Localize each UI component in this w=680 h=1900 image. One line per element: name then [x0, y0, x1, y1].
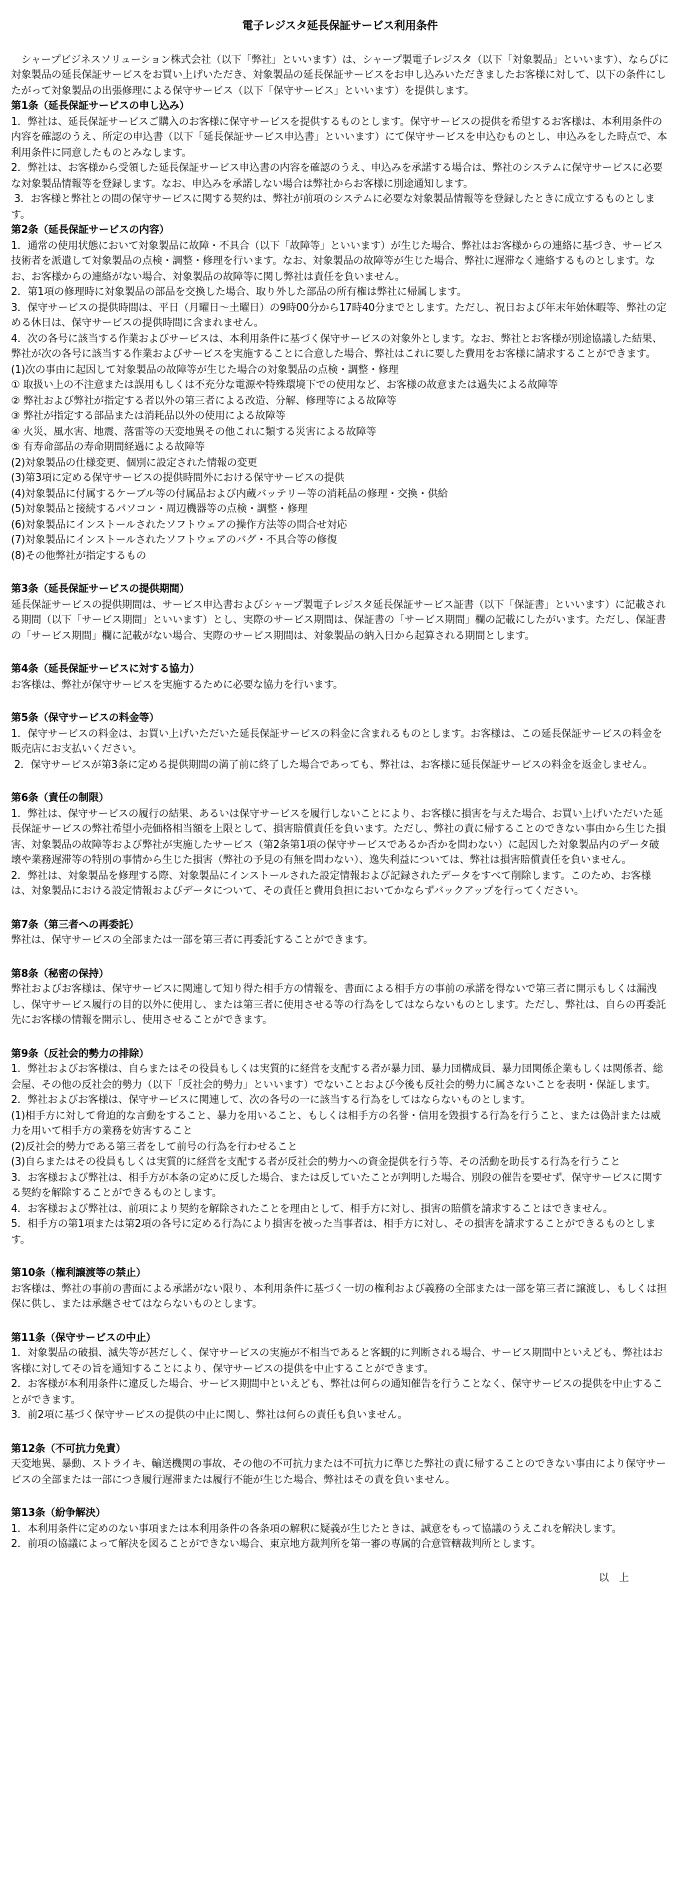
article-heading: 第10条（権利譲渡等の禁止） [11, 1268, 147, 1280]
article-heading: 第6条（責任の制限） [11, 793, 109, 805]
article-paragraph: (8)その他弊社が指定するもの [11, 550, 147, 562]
article-paragraph: ④ 火災、風水害、地震、落雷等の天変地異その他これに類する災害による故障等 [11, 426, 377, 438]
article-paragraph: 1．本利用条件に定めのない事項または本利用条件の各条項の解釈に疑義が生じたときは、誠意をもって協議のうえこれを解決します。 [11, 1523, 622, 1535]
article-paragraph: ① 取扱い上の不注意または誤用もしくは不充分な電源や特殊環境下での使用など、お客様の故意または過失による故障等 [11, 380, 558, 392]
closing-mark: 以 上 [598, 1572, 629, 1584]
article-paragraph: 2．第1項の修理時に対象製品の部品を交換した場合、取り外した部品の所有権は弊社に帰属します。 [11, 287, 467, 299]
article-heading: 第4条（延長保証サービスに対する協力） [11, 664, 200, 676]
article-3 [11, 582, 669, 644]
article-paragraph: ② 弊社および弊社が指定する者以外の第三者による改造、分解、修理等による故障等 [11, 395, 397, 407]
article-paragraph: 4．お客様および弊社は、前項により契約を解除されたことを理由として、相手方に対し、損害の賠償を請求することはできません。 [11, 1203, 613, 1215]
article-heading: 第3条（延長保証サービスの提供期間） [11, 584, 190, 596]
article-paragraph: 2．弊社およびお客様は、保守サービスに関連して、次の各号の一に該当する行為をしてはならないものとします。 [11, 1095, 531, 1107]
article-5 [11, 711, 669, 773]
article-paragraph: お客様は、弊社が保守サービスを実施するために必要な協力を行います。 [11, 679, 344, 691]
article-paragraph: 1．保守サービスの料金は、お買い上げいただいた延長保証サービスの料金に含まれるものとします。お客様は、この延長保証サービスの料金を販売店にお支払いください。 [11, 728, 663, 756]
article-paragraph: (1)相手方に対して脅迫的な言動をすること、暴力を用いること、もしくは相手方の名誉・信用を毀損する行為を行うこと、または偽計または威力を用いて相手方の業務を妨害すること [11, 1110, 661, 1138]
intro-paragraph: シャープビジネスソリューション株式会社（以下「弊社」といいます）は、シャープ製電子レジスタ（以下「対象製品」といいます）、ならびに対象製品の延長保証サービスをお買い上げいただき、対象製品の延長保証サービスをお申し込みいただきましたお客様に対して、以下の条件にしたがって対象製品の出張修理による保守サービス（以下「保守サービス」といいます）を提供します。 [11, 54, 669, 97]
article-paragraph: 4．次の各号に該当する作業およびサービスは、本利用条件に基づく保守サービスの対象外とします。なお、弊社とお客様が別途協議した結果、弊社が次の各号に該当する作業およびサービスを実施することに合意した場合、弊社はこれに要した費用をお客様に請求することができます。 [11, 333, 663, 361]
article-paragraph: (2)対象製品の仕様変更、個別に設定された情報の変更 [11, 457, 258, 469]
article-7 [11, 918, 669, 949]
document-title: 電子レジスタ延長保証サービス利用条件 [242, 19, 438, 32]
article-paragraph: 3．前2項に基づく保守サービスの提供の中止に関し、弊社は何らの責任も負いません。 [11, 1410, 408, 1422]
article-10 [11, 1266, 669, 1313]
article-paragraph: 2．弊社は、対象製品を修理する際、対象製品にインストールされた設定情報および記録されたデータをすべて削除します。このため、お客様は、対象製品における設定情報およびデータについて、その責任と費用負担においてかならずバックアップを行ってください。 [11, 870, 651, 898]
article-paragraph: 1．対象製品の破損、滅失等が甚だしく、保守サービスの実施が不相当であると客観的に判断される場合、サービス期間中といえども、弊社はお客様に対してその旨を通知することにより、保守サービスの提供を中止することができます。 [11, 1348, 663, 1375]
article-paragraph: (6)対象製品にインストールされたソフトウェアの操作方法等の問合せ対応 [11, 519, 348, 531]
article-paragraph: 1．弊社は、保守サービスの履行の結果、あるいは保守サービスを履行しないことにより、お客様に損害を与えた場合、お買い上げいただいた延長保証サービスの弊社希望小売価格相当額を上限として、損害賠償責任を負います。ただし、弊社の責に帰することのできない事由から生じた損害、対象製品の故障等および弊社が実施したサービス（第2条第1項の保守サービスであるか否かを問わない）に起因した対象製品内のデータ破壊や業務遅滞等の特別の事情から生じた損害（弊社の予見の有無を問わない）、逸失利益については、弊社は損害賠償責任を負いません。 [11, 808, 666, 867]
article-heading: 第13条（紛争解決） [11, 1508, 106, 1520]
article-paragraph: 3．お客様と弊社との間の保守サービスに関する契約は、弊社が前項のシステムに必要な対象製品情報等を登録したときに成立するものとします。 [11, 194, 656, 221]
article-paragraph: 延長保証サービスの提供期間は、サービス申込書およびシャープ製電子レジスタ延長保証サービス証書（以下「保証書」といいます）に記載される期間（以下「サービス期間」といいます）とし、実際のサービス期間は、保証書の「サービス期間」欄の記載にしたがいます。ただし、保証書の「サービス期間」欄に記載がない場合、実際のサービス期間は、対象製品の納入日から起算される期間とします。 [11, 599, 666, 642]
article-paragraph: 5．相手方の第1項または第2項の各号に定める行為により損害を被った当事者は、相手方に対し、その損害を請求することができるものとします。 [11, 1219, 656, 1246]
article-9 [11, 1047, 669, 1249]
article-heading: 第2条（延長保証サービスの内容） [11, 225, 170, 237]
article-heading: 第1条（延長保証サービスの申し込み） [11, 101, 190, 113]
article-paragraph: 1．通常の使用状態において対象製品に故障・不具合（以下「故障等」といいます）が生じた場合、弊社はお客様からの連絡に基づき、サービス技術者を派遣して対象製品の点検・調整・修理を行います。なお、対象製品の故障等が生じた場合、弊社に遅滞なく連絡するものとします。なお、お客様からの連絡がない場合、対象製品の故障等に関し弊社は責任を負いません。 [11, 240, 663, 283]
article-paragraph: (2)反社会的勢力である第三者をして前号の行為を行わせること [11, 1141, 298, 1153]
article-paragraph: 弊社およびお客様は、保守サービスに関連して知り得た相手方の情報を、書面による相手方の事前の承諾を得ないで第三者に開示もしくは漏洩し、保守サービス履行の目的以外に使用し、または第三者に使用させる等の行為をしてはならないものとします。ただし、弊社は、自らの再委託先にお客様の情報を開示し、使用させることができます。 [11, 984, 666, 1027]
article-paragraph: (4)対象製品に付属するケーブル等の付属品および内蔵バッテリー等の消耗品の修理・交換・供給 [11, 488, 448, 500]
article-paragraph: 2．前項の協議によって解決を図ることができない場合、東京地方裁判所を第一審の専属的合意管轄裁判所とします。 [11, 1539, 542, 1551]
article-2 [11, 223, 669, 564]
article-heading: 第5条（保守サービスの料金等） [11, 713, 160, 725]
article-paragraph: (1)次の事由に起因して対象製品の故障等が生じた場合の対象製品の点検・調整・修理 [11, 364, 399, 376]
article-paragraph: (3)自らまたはその役員もしくは実質的に経営を支配する者が反社会的勢力への資金提供を行う等、その活動を助長する行為を行うこと [11, 1157, 621, 1169]
article-paragraph: 1．弊社およびお客様は、自らまたはその役員もしくは実質的に経営を支配する者が暴力団、暴力団構成員、暴力団関係企業もしくは関係者、総会屋、その他の反社会的勢力（以下「反社会的勢力」といいます）でないことおよび今後も反社会的勢力に属さないことを表明・保証します。 [11, 1064, 663, 1091]
article-paragraph: 3．保守サービスの提供時間は、平日（月曜日～土曜日）の9時00分から17時40分までとします。ただし、祝日および年末年始休暇等、弊社の定める休日は、保守サービスの提供時間に含まれません。 [11, 302, 667, 330]
article-paragraph: 2．お客様が本利用条件に違反した場合、サービス期間中といえども、弊社は何らの通知催告を行うことなく、保守サービスの提供を中止することができます。 [11, 1379, 663, 1406]
article-heading: 第12条（不可抗力免責） [11, 1443, 126, 1455]
article-paragraph: (3)第3項に定める保守サービスの提供時間外における保守サービスの提供 [11, 473, 345, 485]
article-8 [11, 967, 669, 1029]
article-paragraph: 2．弊社は、お客様から受領した延長保証サービス申込書の内容を確認のうえ、申込みを承諾する場合は、弊社のシステムに保守サービスに必要な対象製品情報等を登録します。なお、申込みを承諾しない場合は弊社からお客様に別途通知します。 [11, 163, 663, 190]
article-6 [11, 791, 669, 900]
article-paragraph: お客様は、弊社の事前の書面による承諾がない限り、本利用条件に基づく一切の権利および義務の全部または一部を第三者に譲渡し、もしくは担保に供し、または承継させてはならないものとします。 [11, 1283, 667, 1311]
articles-container [11, 99, 669, 1553]
article-12 [11, 1442, 669, 1489]
article-paragraph: ③ 弊社が指定する部品または消耗品以外の使用による故障等 [11, 411, 286, 423]
article-4 [11, 662, 669, 693]
article-paragraph: (5)対象製品と接続するパソコン・周辺機器等の点検・調整・修理 [11, 504, 308, 516]
article-paragraph: 弊社は、保守サービスの全部または一部を第三者に再委託することができます。 [11, 935, 374, 947]
article-heading: 第9条（反社会的勢力の排除） [11, 1048, 150, 1060]
article-paragraph: 1．弊社は、延長保証サービスご購入のお客様に保守サービスを提供するものとします。保守サービスの提供を希望するお客様は、本利用条件の内容を確認のうえ、所定の申込書（以下「延長保証サービス申込書」といいます）にて保守サービスを申込むものとし、申込みをした時点で、本利用条件に同意したものとみなします。 [11, 116, 668, 159]
article-paragraph: (7)対象製品にインストールされたソフトウェアのバグ・不具合等の修復 [11, 535, 337, 547]
article-11 [11, 1331, 669, 1424]
article-heading: 第11条（保守サービスの中止） [11, 1332, 157, 1344]
article-1 [11, 99, 669, 223]
article-paragraph: 2．保守サービスが第3条に定める提供期間の満了前に終了した場合であっても、弊社は、お客様に延長保証サービスの料金を返金しません。 [11, 759, 653, 771]
article-paragraph: 3．お客様および弊社は、相手方が本条の定めに反した場合、または反していたことが判明した場合、別段の催告を要せず、保守サービスに関する契約を解除することができるものとします。 [11, 1172, 663, 1200]
article-paragraph: ⑤ 有寿命部品の寿命期間経過による故障等 [11, 442, 205, 454]
article-heading: 第8条（秘密の保持） [11, 968, 109, 980]
article-13 [11, 1506, 669, 1553]
article-heading: 第7条（第三者への再委託） [11, 919, 140, 931]
article-paragraph: 天変地異、暴動、ストライキ、輸送機関の事故、その他の不可抗力または不可抗力に準じた弊社の責に帰することのできない事由により保守サービスの全部または一部につき履行遅滞または履行不能が生じた場合、弊社はその責を負いません。 [11, 1459, 666, 1486]
